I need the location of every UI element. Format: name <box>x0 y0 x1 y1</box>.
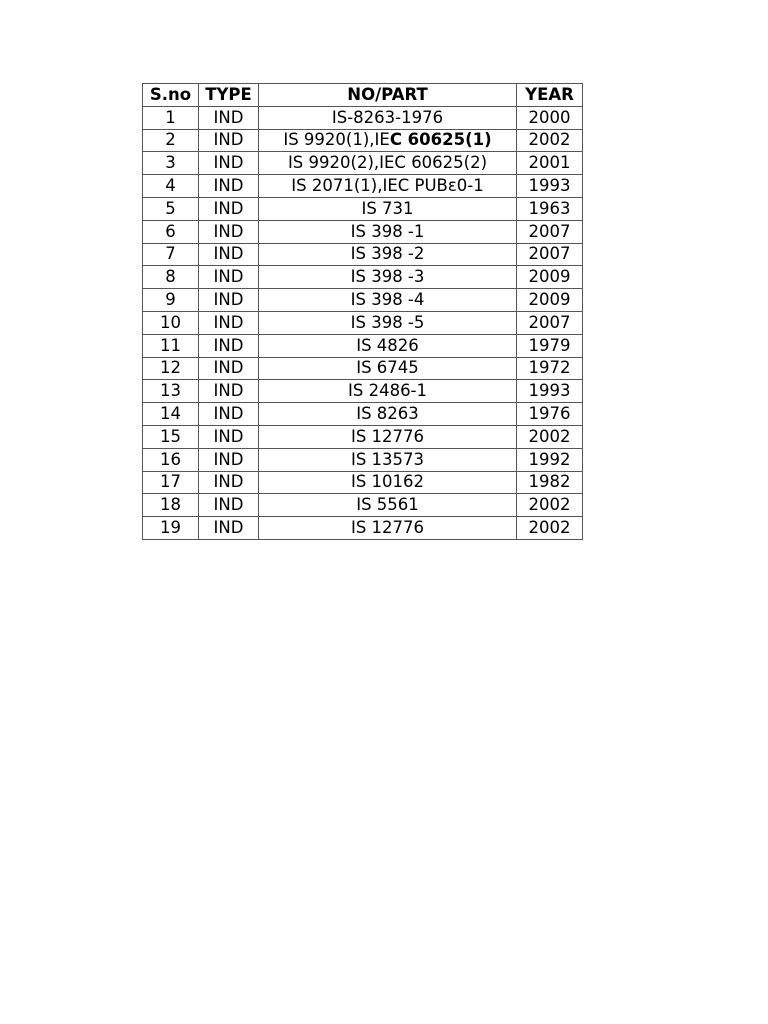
table-row <box>143 517 583 540</box>
cell-sno: 3 <box>143 152 199 175</box>
cell-no-part <box>259 220 517 243</box>
cell-sno: 1 <box>143 106 199 129</box>
table-row <box>143 311 583 334</box>
standards-table <box>142 83 583 540</box>
cell-no-part <box>259 357 517 380</box>
cell-sno: 2 <box>143 129 199 152</box>
cell-type: IND <box>199 471 259 494</box>
cell-year: 2007 <box>517 311 583 334</box>
table-row <box>143 357 583 380</box>
cell-no-part <box>259 494 517 517</box>
cell-year: 2009 <box>517 289 583 312</box>
cell-year: 2007 <box>517 220 583 243</box>
cell-type: IND <box>199 517 259 540</box>
cell-no-part-text: IS 2486-1 <box>347 381 428 401</box>
cell-sno: 13 <box>143 380 199 403</box>
cell-year: 2002 <box>517 517 583 540</box>
cell-no-part <box>259 175 517 198</box>
cell-type: IND <box>199 334 259 357</box>
cell-sno: 10 <box>143 311 199 334</box>
cell-no-part-text: IS 398 -5 <box>350 312 425 332</box>
cell-sno: 5 <box>143 197 199 220</box>
cell-no-part-text: IS 6745 <box>356 358 419 378</box>
cell-year: 2001 <box>517 152 583 175</box>
cell-year: 1993 <box>517 175 583 198</box>
cell-type: IND <box>199 403 259 426</box>
cell-year: 2009 <box>517 266 583 289</box>
cell-no-part-text: IS 398 -3 <box>350 267 425 287</box>
cell-no-part <box>259 403 517 426</box>
cell-no-part-text: IS 398 -1 <box>350 221 425 241</box>
cell-no-part-text: IS 4826 <box>356 335 419 355</box>
cell-type: IND <box>199 311 259 334</box>
cell-no-part <box>259 266 517 289</box>
cell-no-part-text: IS 10162 <box>350 472 425 492</box>
cell-type: IND <box>199 357 259 380</box>
cell-no-part <box>259 289 517 312</box>
cell-no-part-text: IS 398 -2 <box>350 244 425 264</box>
table-row <box>143 334 583 357</box>
cell-no-part-text: IS 9920(2),IEC 60625(2) <box>287 153 488 173</box>
cell-no-part-text: IS-8263-1976 <box>331 107 444 127</box>
cell-sno: 14 <box>143 403 199 426</box>
cell-no-part <box>259 425 517 448</box>
cell-sno: 12 <box>143 357 199 380</box>
table-row <box>143 175 583 198</box>
header-type: TYPE <box>199 84 259 107</box>
cell-year: 2007 <box>517 243 583 266</box>
cell-sno: 4 <box>143 175 199 198</box>
table-row <box>143 129 583 152</box>
cell-no-part-bold-text: C 60625(1) <box>389 130 492 150</box>
cell-year: 2002 <box>517 494 583 517</box>
cell-sno: 15 <box>143 425 199 448</box>
cell-type: IND <box>199 266 259 289</box>
cell-no-part <box>259 129 517 152</box>
cell-year: 1979 <box>517 334 583 357</box>
cell-year: 2002 <box>517 425 583 448</box>
cell-sno: 7 <box>143 243 199 266</box>
cell-no-part-text: IS 12776 <box>350 518 425 538</box>
cell-type: IND <box>199 197 259 220</box>
cell-year: 1963 <box>517 197 583 220</box>
cell-type: IND <box>199 129 259 152</box>
table-row <box>143 380 583 403</box>
cell-type: IND <box>199 289 259 312</box>
cell-type: IND <box>199 175 259 198</box>
cell-type: IND <box>199 494 259 517</box>
table-row <box>143 425 583 448</box>
cell-no-part-text: IS 2071(1),IEC PUBε0-1 <box>291 176 484 196</box>
cell-no-part <box>259 334 517 357</box>
cell-type: IND <box>199 106 259 129</box>
cell-no-part-text: IS 5561 <box>356 495 419 515</box>
cell-no-part <box>259 106 517 129</box>
cell-year: 1972 <box>517 357 583 380</box>
table-row <box>143 243 583 266</box>
cell-no-part <box>259 152 517 175</box>
cell-sno: 19 <box>143 517 199 540</box>
header-row <box>143 84 583 107</box>
cell-no-part-text: IS 731 <box>361 198 414 218</box>
cell-type: IND <box>199 220 259 243</box>
cell-year: 1992 <box>517 448 583 471</box>
cell-sno: 11 <box>143 334 199 357</box>
cell-type: IND <box>199 448 259 471</box>
cell-no-part-text: IS 9920(1),IE <box>283 130 390 150</box>
cell-no-part <box>259 448 517 471</box>
table-row <box>143 448 583 471</box>
cell-type: IND <box>199 243 259 266</box>
cell-year: 2000 <box>517 106 583 129</box>
cell-type: IND <box>199 152 259 175</box>
cell-no-part <box>259 311 517 334</box>
table-row <box>143 266 583 289</box>
cell-sno: 6 <box>143 220 199 243</box>
table-row <box>143 403 583 426</box>
cell-type: IND <box>199 425 259 448</box>
cell-sno: 9 <box>143 289 199 312</box>
cell-year: 1976 <box>517 403 583 426</box>
cell-no-part <box>259 517 517 540</box>
cell-sno: 8 <box>143 266 199 289</box>
cell-year: 1993 <box>517 380 583 403</box>
header-no-part: NO/PART <box>259 84 517 107</box>
table-row <box>143 152 583 175</box>
cell-type: IND <box>199 380 259 403</box>
table-row <box>143 197 583 220</box>
cell-sno: 18 <box>143 494 199 517</box>
cell-no-part-text: IS 8263 <box>356 404 419 424</box>
cell-no-part-text: IS 12776 <box>350 426 425 446</box>
header-sno: S.no <box>143 84 199 107</box>
cell-year: 2002 <box>517 129 583 152</box>
cell-sno: 17 <box>143 471 199 494</box>
table-row <box>143 471 583 494</box>
table-row <box>143 289 583 312</box>
cell-no-part <box>259 243 517 266</box>
header-year: YEAR <box>517 84 583 107</box>
cell-no-part-text: IS 13573 <box>350 449 425 469</box>
table-row <box>143 106 583 129</box>
table-body <box>143 106 583 539</box>
cell-no-part <box>259 471 517 494</box>
cell-no-part <box>259 197 517 220</box>
cell-no-part-text: IS 398 -4 <box>350 290 425 310</box>
cell-year: 1982 <box>517 471 583 494</box>
table-row <box>143 494 583 517</box>
cell-no-part <box>259 380 517 403</box>
table-row <box>143 220 583 243</box>
cell-sno: 16 <box>143 448 199 471</box>
